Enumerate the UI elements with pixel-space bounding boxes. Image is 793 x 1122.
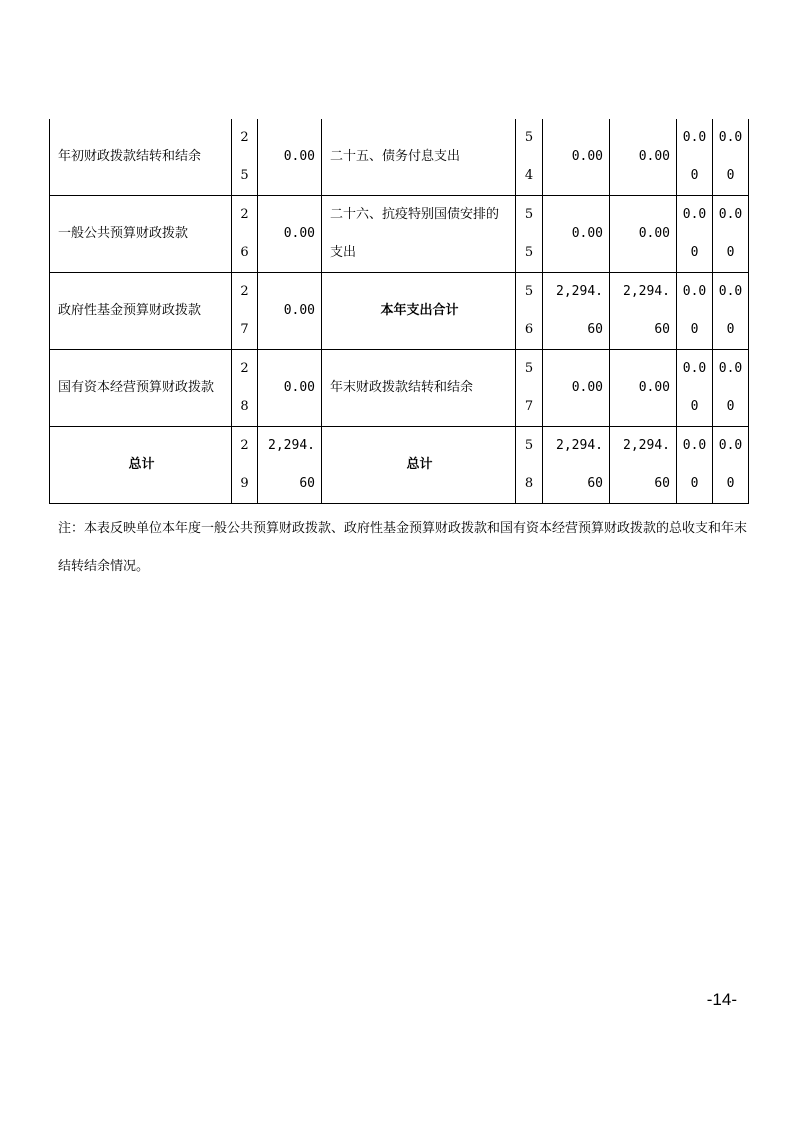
amount-total: 0.00 [543, 350, 610, 427]
amount-general-budget: 0.00 [610, 350, 677, 427]
table-footnote: 注：本表反映单位本年度一般公共预算财政拨款、政府性基金预算财政拨款和国有资本经营预算财政拨款的总收支和年末结转结余情况。 [58, 521, 748, 574]
amount-fund-budget: 0.00 [677, 273, 713, 350]
amount-state-capital: 0.00 [713, 427, 749, 504]
amount-state-capital: 0.00 [713, 119, 749, 196]
right-item-label: 本年支出合计 [322, 273, 516, 350]
right-row-number: 55 [516, 196, 543, 273]
amount-fund-budget: 0.00 [677, 119, 713, 196]
left-row-number: 27 [232, 273, 258, 350]
left-amount: 2,294.60 [258, 427, 322, 504]
right-row-number: 57 [516, 350, 543, 427]
right-row-number: 54 [516, 119, 543, 196]
left-row-number: 25 [232, 119, 258, 196]
table-row [50, 350, 749, 427]
amount-fund-budget: 0.00 [677, 196, 713, 273]
page-number: -14- [706, 990, 737, 1009]
financial-table [49, 119, 749, 504]
right-item-label: 二十六、抗疫特别国债安排的支出 [322, 196, 516, 273]
table-row [50, 119, 749, 196]
amount-general-budget: 2,294.60 [610, 273, 677, 350]
amount-fund-budget: 0.00 [677, 350, 713, 427]
amount-general-budget: 0.00 [610, 119, 677, 196]
right-row-number: 56 [516, 273, 543, 350]
left-amount: 0.00 [258, 196, 322, 273]
amount-total: 0.00 [543, 119, 610, 196]
table-row-total [50, 427, 749, 504]
amount-state-capital: 0.00 [713, 273, 749, 350]
left-row-number: 26 [232, 196, 258, 273]
table-row [50, 273, 749, 350]
amount-total: 0.00 [543, 196, 610, 273]
right-total-label: 总计 [322, 427, 516, 504]
right-item-label: 年末财政拨款结转和结余 [322, 350, 516, 427]
left-amount: 0.00 [258, 119, 322, 196]
amount-state-capital: 0.00 [713, 350, 749, 427]
left-total-label: 总计 [50, 427, 232, 504]
left-item-label: 政府性基金预算财政拨款 [50, 273, 232, 350]
amount-state-capital: 0.00 [713, 196, 749, 273]
amount-general-budget: 0.00 [610, 196, 677, 273]
left-item-label: 一般公共预算财政拨款 [50, 196, 232, 273]
right-row-number: 58 [516, 427, 543, 504]
left-row-number: 28 [232, 350, 258, 427]
amount-general-budget: 2,294.60 [610, 427, 677, 504]
left-item-label: 年初财政拨款结转和结余 [50, 119, 232, 196]
left-amount: 0.00 [258, 273, 322, 350]
amount-fund-budget: 0.00 [677, 427, 713, 504]
amount-total: 2,294.60 [543, 273, 610, 350]
left-row-number: 29 [232, 427, 258, 504]
amount-total: 2,294.60 [543, 427, 610, 504]
table-row [50, 196, 749, 273]
left-amount: 0.00 [258, 350, 322, 427]
right-item-label: 二十五、债务付息支出 [322, 119, 516, 196]
left-item-label: 国有资本经营预算财政拨款 [50, 350, 232, 427]
